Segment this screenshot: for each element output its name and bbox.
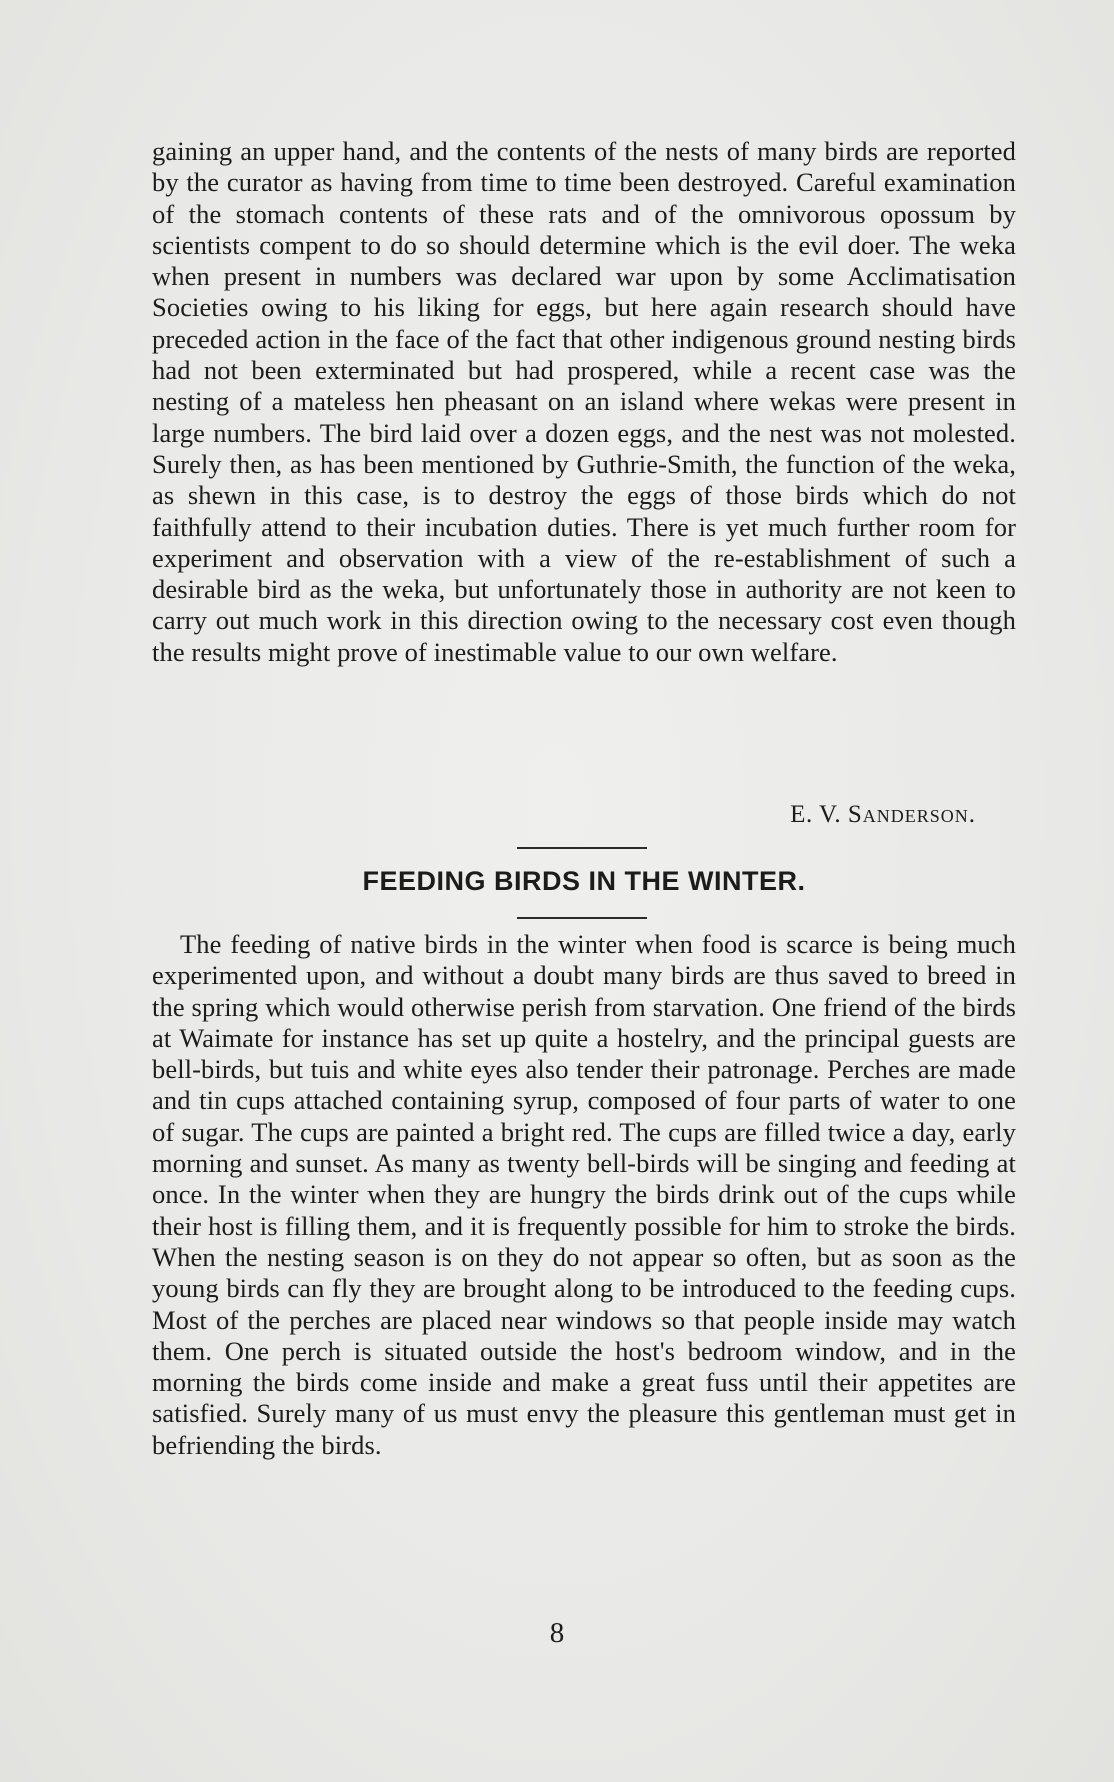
section-divider-bottom <box>517 917 647 919</box>
continued-article-paragraph: gaining an upper hand, and the contents of the nests of many birds are reported by the curator as having from time to time been destroyed. Careful examination of the stomach contents of these rats and of the omnivorous opossum by scientists compent to do so should determine which is the evil doer. The weka when present in numbers was declared war upon by some Acclimatisation Societies owing to his liking for eggs, but here again research should have preceded action in the face of the fact that other indigenous ground nesting birds had not been exterminated but had prospered, while a recent case was the nesting of a mateless hen pheasant on an island where wekas were present in large numbers. The bird laid over a dozen eggs, and the nest was not molested. Surely then, as has been mentioned by Guthrie-Smith, the function of the weka, as shewn in this case, is to destroy the eggs of those birds which do not faithfully attend to their incubation duties. There is yet much further room for experiment and observation with a view of the re-establishment of such a desirable bird as the weka, but unfortunately those in authority are not keen to carry out much work in this direction owing to the necessary cost even though the results might prove of inestimable value to our own welfare. <box>152 136 1016 667</box>
author-initials: E. V. <box>790 801 842 828</box>
author-signature <box>790 801 976 829</box>
feeding-article-paragraph: The feeding of native birds in the winter when food is scarce is being much experimented upon, and without a doubt many birds are thus saved to breed in the spring which would otherwise perish from starvation. One friend of the birds at Waimate for instance has set up quite a hostelry, and the principal guests are bell-birds, but tuis and white eyes also tender their patronage. Perches are made and tin cups attached containing syrup, composed of four parts of water to one of sugar. The cups are painted a bright red. The cups are filled twice a day, early morning and sunset. As many as twenty bell-birds will be singing and feeding at once. In the winter when they are hungry the birds drink out of the cups while their host is filling them, and it is frequently possible for him to stroke the birds. When the nesting season is on they do not appear so often, but as soon as the young birds can fly they are brought along to be introduced to the feeding cups. Most of the perches are placed near windows so that people inside may watch them. One perch is situated outside the host's bedroom window, and in the morning the birds come inside and make a great fuss until their appetites are satisfied. Surely many of us must envy the pleasure this gentleman must get in befriending the birds. <box>152 929 1016 1460</box>
section-heading: FEEDING BIRDS IN THE WINTER. <box>362 866 806 896</box>
page-number: 8 <box>549 1617 565 1649</box>
author-surname: Sanderson. <box>847 801 976 828</box>
section-divider-top <box>517 847 647 849</box>
